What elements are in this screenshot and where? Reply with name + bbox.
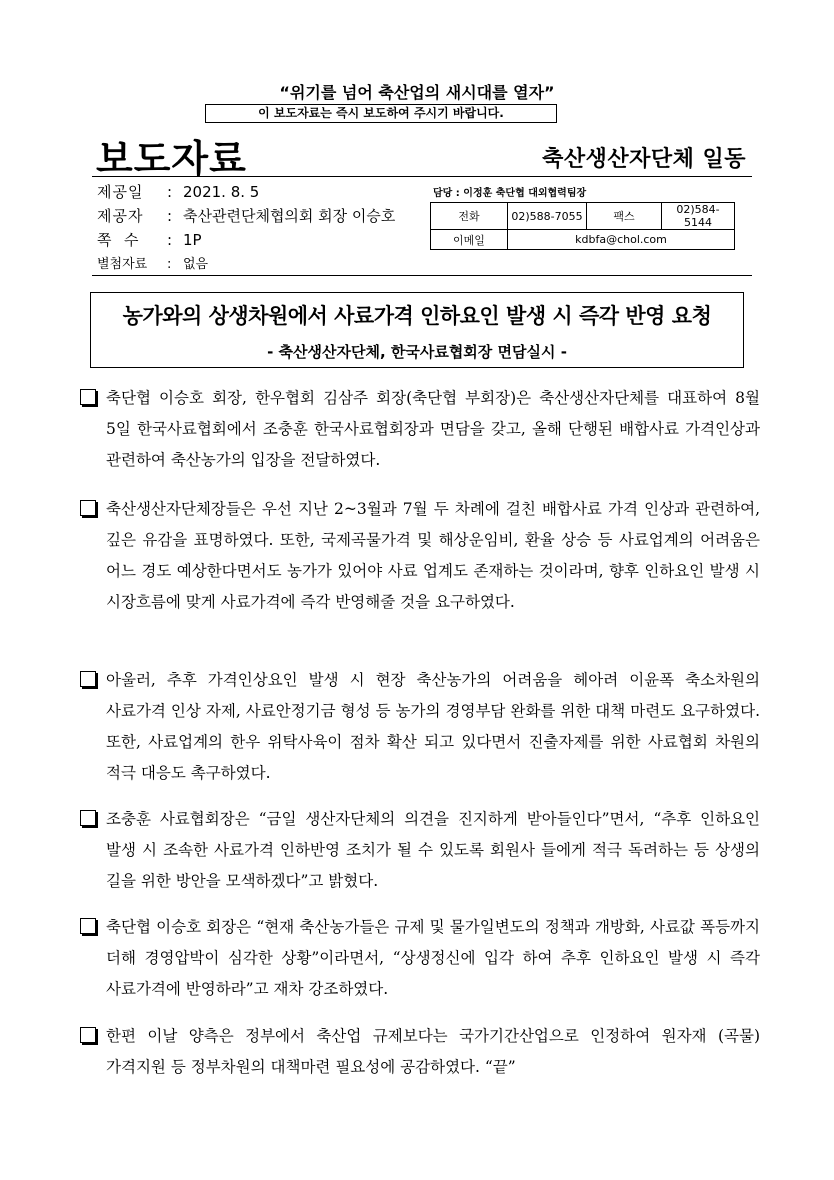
checkbox-bullet-icon	[80, 389, 96, 405]
headline-subtitle: - 축산생산자단체, 한국사료협회장 면담실시 -	[267, 343, 567, 361]
checkbox-bullet-icon	[80, 1027, 96, 1043]
slogan: “위기를 넘어 축산업의 새시대를 열자”	[279, 83, 555, 102]
meta-date-value: 2021. 8. 5	[183, 183, 260, 201]
meta-provider-value: 축산관련단체협의회 회장 이승호	[183, 207, 396, 225]
contact-table	[430, 202, 735, 250]
paragraph-text: 축단협 이승호 회장, 한우협회 김삼주 회장(축단협 부회장)은 축산생산자단체를 대표하여 8월 5일 한국사료협회에서 조충훈 한국사료협회장과 면담을 갖고, 올해 단행된 배합사료 가격인상과 관련하여 축산농가의 입장을 전달하였다.	[106, 389, 760, 469]
meta-provider: 제공자 : 축산관련단체협의회 회장 이승호	[97, 207, 396, 225]
paragraph	[80, 804, 760, 897]
paragraph	[80, 665, 760, 789]
phone-value: 02)588-7055	[508, 203, 587, 230]
meta-attachment: 별첨자료 : 없음	[97, 253, 208, 272]
checkbox-bullet-icon	[80, 671, 96, 687]
meta-pages-value: 1P	[183, 231, 202, 249]
paragraph	[80, 383, 760, 476]
release-notice: 이 보도자료는 즉시 보도하여 주시기 바랍니다.	[205, 104, 557, 123]
paragraph	[80, 494, 760, 618]
paragraph-text: 축산생산자단체장들은 우선 지난 2~3월과 7월 두 차례에 걸친 배합사료 가격 인상과 관련하여, 깊은 유감을 표명하였다. 또한, 국제곡물가격 및 해상운임비, 환율 상승 등 사료업계의 어려움은 어느 경도 예상한다면서도 농가가 있어야 사료 업계도 존재하는 것이라며, 향후 인하요인 발생 시 시장흐름에 맞게 사료가격에 즉각 반영해줄 것을 요구하였다.	[106, 500, 760, 611]
checkbox-bullet-icon	[80, 918, 96, 934]
meta-date-label: 제공일	[97, 183, 144, 201]
meta-attach-value: 없음	[183, 257, 209, 272]
meta-pages: 쪽 수 : 1P	[97, 231, 202, 249]
meta-provider-label: 제공자	[97, 207, 144, 225]
phone-label: 전화	[431, 203, 508, 230]
meta-date: 제공일 : 2021. 8. 5	[97, 183, 260, 201]
email-label: 이메일	[431, 230, 508, 250]
paragraph	[80, 912, 760, 1005]
paragraph-text: 축단협 이승호 회장은 “현재 축산농가들은 규제 및 물가일변도의 정책과 개방화, 사료값 폭등까지 더해 경영압박이 심각한 상황”이라면서, “상생정신에 입각 하여 추후 인하요인 발생 시 즉각 사료가격에 반영하라”고 재차 강조하였다.	[106, 918, 760, 998]
checkbox-bullet-icon	[80, 500, 96, 516]
headline-title: 농가와의 상생차원에서 사료가격 인하요인 발생 시 즉각 반영 요청	[122, 304, 712, 328]
paragraph-text: 조충훈 사료협회장은 “금일 생산자단체의 의견을 진지하게 받아들인다”면서, “추후 인하요인 발생 시 조속한 사료가격 인하반영 조치가 될 수 있도록 회원사 들에게 적극 독려하는 등 상생의 길을 위한 방안을 모색하겠다”고 밝혔다.	[106, 810, 760, 890]
meta-attach-label: 별첨자료	[97, 257, 148, 272]
checkbox-bullet-icon	[80, 810, 96, 826]
fax-label: 팩스	[587, 203, 662, 230]
paragraph-text: 아울러, 추후 가격인상요인 발생 시 현장 축산농가의 어려움을 헤아려 이윤폭 축소차원의 사료가격 인상 자제, 사료안정기금 형성 등 농가의 경영부담 완화를 위한 대책 마련도 요구하였다. 또한, 사료업계의 한우 위탁사육이 점차 확산 되고 있다면서 진출자제를 위한 사료협회 차원의 적극 대응도 촉구하였다.	[106, 671, 760, 782]
doc-type-title: 보도자료	[96, 137, 247, 181]
paragraph	[80, 1021, 760, 1083]
email-value[interactable]: kdbfa@chol.com	[508, 230, 735, 250]
meta-divider	[92, 275, 752, 276]
paragraph-text: 한편 이날 양측은 정부에서 축산업 규제보다는 국가기간산업으로 인정하여 원자재 (곡물) 가격지원 등 정부차원의 대책마련 필요성에 공감하였다. “끝”	[106, 1027, 760, 1076]
contact-person: 담당 : 이정훈 축단협 대외협력팀장	[433, 188, 587, 199]
organization-name: 축산생산자단체 일동	[542, 147, 746, 172]
fax-value: 02)584-5144	[662, 203, 735, 230]
meta-pages-label: 쪽 수	[97, 231, 140, 249]
header-divider	[92, 176, 752, 177]
